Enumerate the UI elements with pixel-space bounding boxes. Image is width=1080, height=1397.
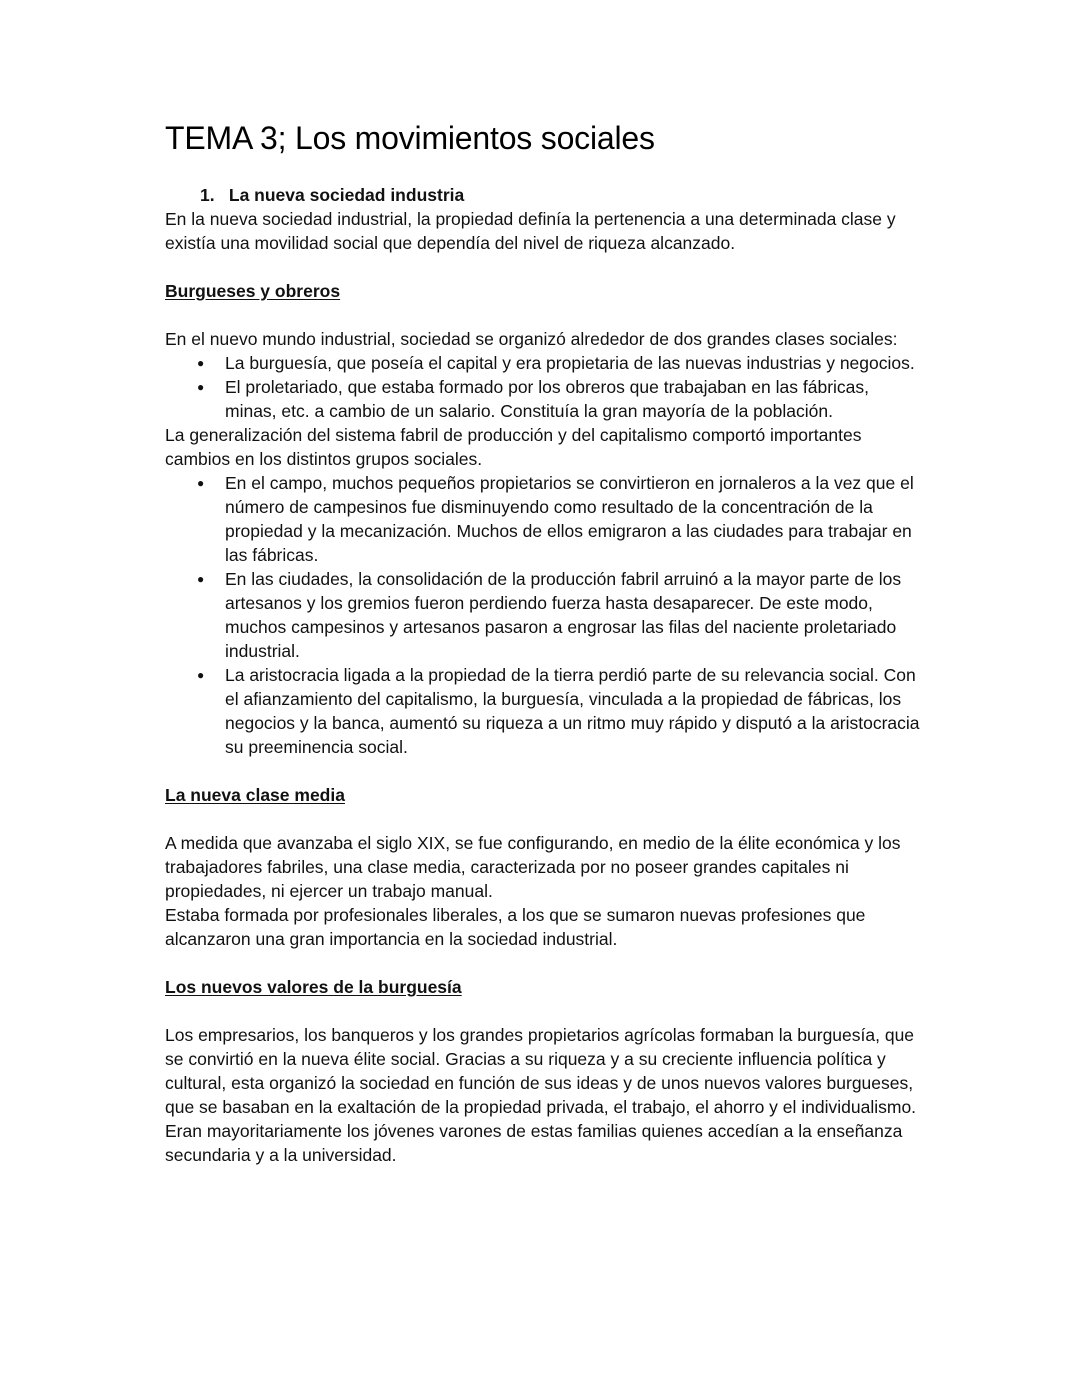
valores-paragraph-2: Eran mayoritariamente los jóvenes varones de estas familias quienes accedían a la enseñanza secundaria y a la universidad. bbox=[165, 1121, 903, 1165]
burgueses-intro-paragraph: En el nuevo mundo industrial, sociedad se organizó alrededor de dos grandes clases sociales: bbox=[165, 329, 898, 349]
list-item: ● En el campo, muchos pequeños propietarios se convirtieron en jornaleros a la vez que el número de campesinos fue disminuyendo como resultado de la concentración de la propiedad y la mecanización. Muchos de ellos emigraron a las ciudades para trabajar en las fábricas. bbox=[197, 473, 914, 565]
section-heading-1 bbox=[165, 183, 925, 207]
burgueses-middle-paragraph: La generalización del sistema fabril de producción y del capitalismo comportó importantes cambios en los distintos grupos sociales. bbox=[165, 425, 862, 469]
list-item: ● La aristocracia ligada a la propiedad de la tierra perdió parte de su relevancia social. Con el afianzamiento del capitalismo, la burguesía, vinculada a la propiedad de fábricas, los negocios y la banca, aumentó su riqueza a un ritmo muy rápido y disputó a la aristocracia su preeminencia social. bbox=[197, 665, 920, 757]
bullet-icon: ● bbox=[197, 476, 205, 490]
subheading-burgueses: Burgueses y obreros bbox=[165, 281, 341, 301]
bullet-icon: ● bbox=[197, 380, 205, 394]
document-page bbox=[165, 118, 925, 1167]
subheading-clase-media: La nueva clase media bbox=[165, 785, 345, 805]
clase-media-paragraph-1: A medida que avanzaba el siglo XIX, se fue configurando, en medio de la élite económica y los trabajadores fabriles, una clase media, caracterizada por no poseer grandes capitales ni propiedades, ni ejercer un trabajo manual. bbox=[165, 833, 901, 901]
section-intro-paragraph: En la nueva sociedad industrial, la propiedad definía la pertenencia a una determinada clase y existía una movilidad social que dependía del nivel de riqueza alcanzado. bbox=[165, 209, 896, 253]
bullet-list-classes bbox=[165, 351, 925, 423]
list-item: ● En las ciudades, la consolidación de la producción fabril arruinó a la mayor parte de los artesanos y los gremios fueron perdiendo fuerza hasta desaparecer. De este modo, muchos campesinos y artesanos pasaron a engrosar las filas del naciente proletariado industrial. bbox=[197, 569, 902, 661]
list-item: ● El proletariado, que estaba formado por los obreros que trabajaban en las fábricas, minas, etc. a cambio de un salario. Constituía la gran mayoría de la población. bbox=[197, 377, 870, 421]
document-title: TEMA 3; Los movimientos sociales bbox=[165, 120, 655, 156]
clase-media-paragraph-2: Estaba formada por profesionales liberales, a los que se sumaron nuevas profesiones que alcanzaron una gran importancia en la sociedad industrial. bbox=[165, 905, 866, 949]
valores-paragraph-1: Los empresarios, los banqueros y los grandes propietarios agrícolas formaban la burguesía, que se convirtió en la nueva élite social. Gracias a su riqueza y a su creciente influencia política y cultural, esta organizó la sociedad en función de sus ideas y de unos nuevos valores burgueses, que se basaban en la exaltación de la propiedad privada, el trabajo, el ahorro y el individualismo. bbox=[165, 1025, 917, 1117]
subheading-valores: Los nuevos valores de la burguesía bbox=[165, 977, 462, 997]
section-heading-text: La nueva sociedad industria bbox=[228, 185, 465, 205]
bullet-icon: ● bbox=[197, 356, 205, 370]
bullet-icon: ● bbox=[197, 668, 205, 682]
bullet-icon: ● bbox=[197, 572, 205, 586]
bullet-list-changes bbox=[165, 471, 925, 759]
section-number: 1. bbox=[200, 185, 215, 205]
list-item: ● La burguesía, que poseía el capital y era propietaria de las nuevas industrias y negocios. bbox=[197, 353, 915, 373]
